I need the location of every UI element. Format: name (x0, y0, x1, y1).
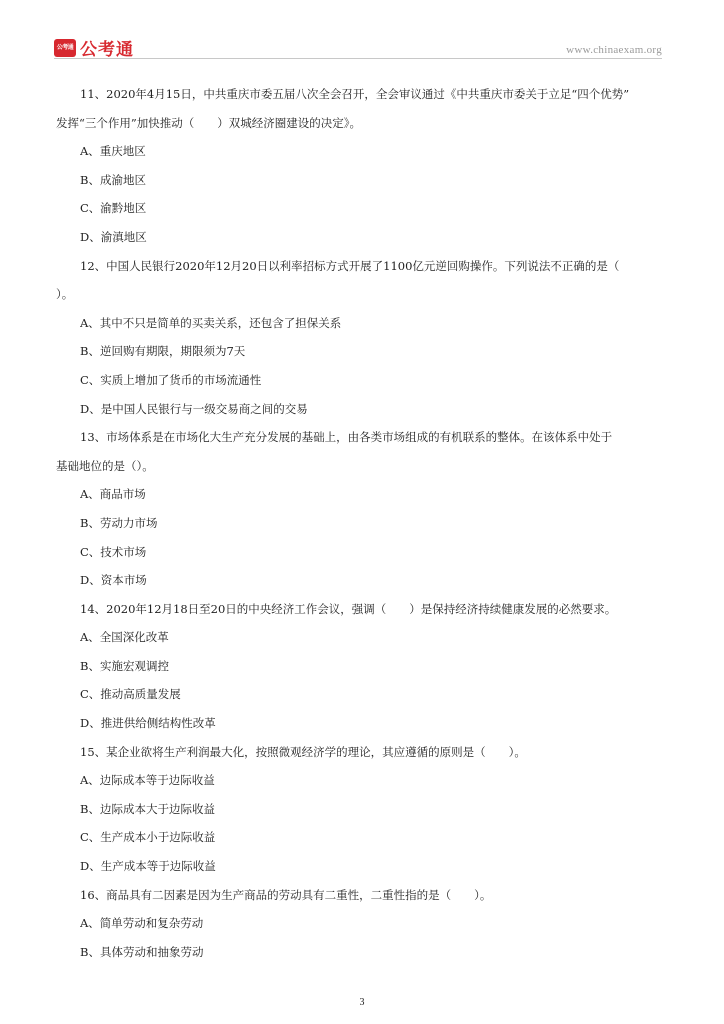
answer-option: B、逆回购有期限，期限须为7天 (80, 344, 246, 359)
answer-option: D、渝滇地区 (80, 229, 147, 244)
question-text-line: 基础地位的是（）。 (56, 458, 154, 473)
answer-option: A、全国深化改革 (80, 630, 169, 645)
answer-option: B、具体劳动和抽象劳动 (80, 944, 204, 959)
question-text-line: 发挥“三个作用”加快推动（ ）双城经济圈建设的决定》。 (56, 115, 362, 130)
answer-option: D、推进供给侧结构性改革 (80, 716, 216, 731)
answer-option: D、是中国人民银行与一级交易商之间的交易 (80, 401, 308, 416)
logo-text: 公考通 (80, 40, 134, 60)
question-15 (80, 738, 666, 881)
answer-option: B、边际成本大于边际收益 (80, 801, 215, 816)
answer-option: C、推动高质量发展 (80, 687, 181, 702)
question-list (56, 80, 666, 966)
answer-option: C、技术市场 (80, 544, 147, 559)
question-text-line: 12、中国人民银行2020年12月20日以利率招标方式开展了1100亿元逆回购操作。下列说法不正确的是（ (80, 258, 620, 273)
header-divider (54, 58, 662, 59)
question-text-line: 16、商品具有二因素是因为生产商品的劳动具有二重性，二重性指的是（ ）。 (80, 887, 492, 902)
question-text-line: 14、2020年12月18日至20日的中央经济工作会议，强调（ ）是保持经济持续健康发展的必然要求。 (80, 601, 617, 616)
answer-option: C、实质上增加了货币的市场流通性 (80, 372, 262, 387)
answer-option: A、其中不只是简单的买卖关系，还包含了担保关系 (80, 315, 342, 330)
brand-logo[interactable] (54, 35, 134, 60)
answer-option: B、实施宏观调控 (80, 658, 169, 673)
answer-option: A、简单劳动和复杂劳动 (80, 916, 204, 931)
answer-option: A、边际成本等于边际收益 (80, 773, 215, 788)
question-text-line: ）。 (56, 287, 74, 302)
answer-option: B、劳动力市场 (80, 515, 158, 530)
answer-option: D、生产成本等于边际收益 (80, 859, 216, 874)
question-16 (80, 881, 666, 967)
answer-option: D、资本市场 (80, 573, 147, 588)
answer-option: A、商品市场 (80, 487, 146, 502)
question-12 (56, 252, 666, 424)
question-text-line: 13、市场体系是在市场化大生产充分发展的基础上，由各类市场组成的有机联系的整体。在该体系中处于 (80, 430, 613, 445)
page-header (0, 0, 724, 62)
question-11 (56, 80, 666, 252)
question-text-line: 11、2020年4月15日，中共重庆市委五届八次全会召开，全会审议通过《中共重庆市委关于立足“四个优势” (80, 87, 630, 101)
page-number: 3 (359, 997, 365, 1008)
question-text-line: 15、某企业欲将生产利润最大化，按照微观经济学的理论，其应遵循的原则是（ ）。 (80, 744, 526, 759)
answer-option: C、渝黔地区 (80, 201, 147, 216)
logo-badge-icon: 公考通 (54, 39, 76, 57)
question-13 (56, 423, 666, 595)
answer-option: C、生产成本小于边际收益 (80, 830, 216, 845)
site-url: www.chinaexam.org (566, 44, 662, 56)
question-14 (80, 595, 666, 738)
answer-option: A、重庆地区 (80, 144, 146, 159)
answer-option: B、成渝地区 (80, 172, 146, 187)
